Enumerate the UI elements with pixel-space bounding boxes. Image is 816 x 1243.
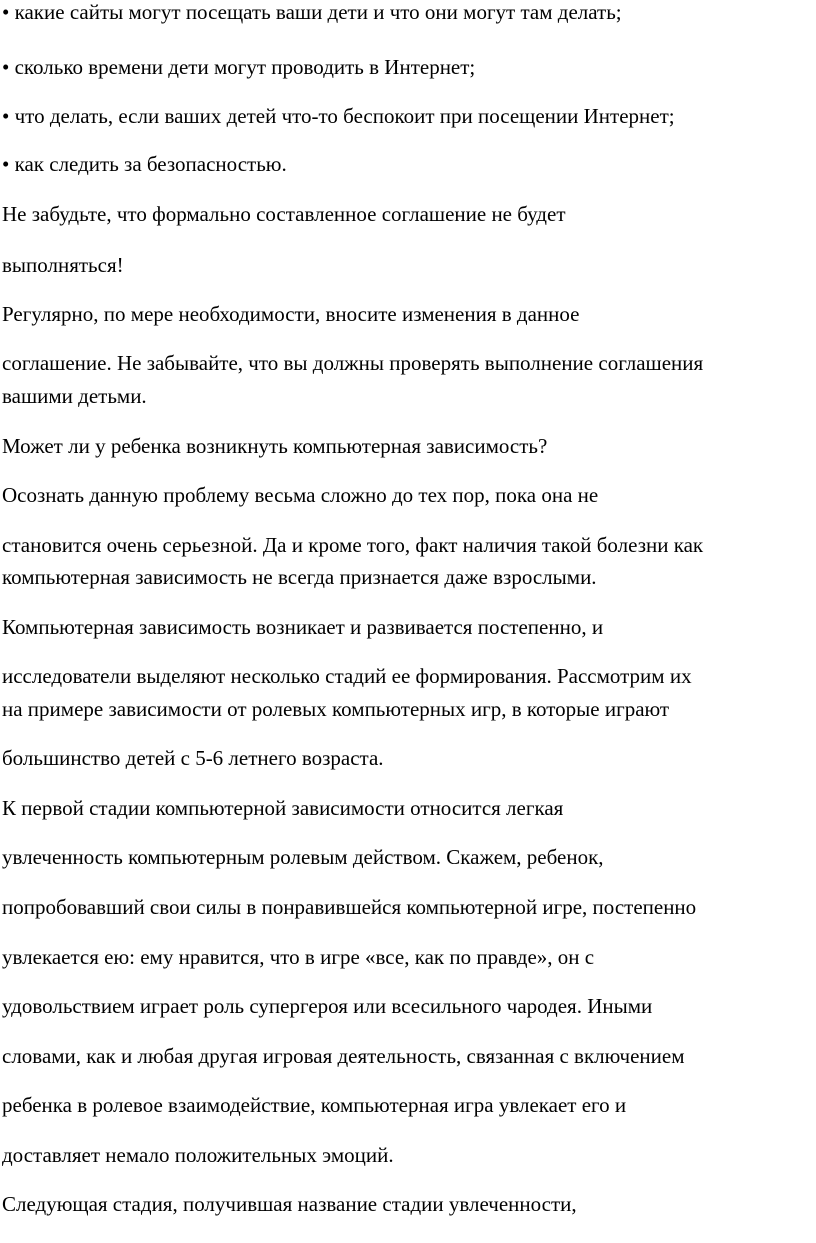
paragraph-line: выполняться! bbox=[2, 253, 124, 277]
paragraph-line: вашими детьми. bbox=[2, 384, 147, 408]
bullet-worries: • что делать, если ваших детей что-то беспокоит при посещении Интернет; bbox=[2, 104, 675, 128]
paragraph-line: на примере зависимости от ролевых компьютерных игр, в которые играют bbox=[2, 697, 670, 721]
paragraph-line: большинство детей с 5-6 летнего возраста. bbox=[2, 746, 384, 770]
question-heading: Может ли у ребенка возникнуть компьютерная зависимость? bbox=[2, 434, 548, 458]
paragraph-line: компьютерная зависимость не всегда признается даже взрослыми. bbox=[2, 565, 597, 589]
paragraph-line: Регулярно, по мере необходимости, вносите изменения в данное bbox=[2, 302, 580, 326]
paragraph-line: Осознать данную проблему весьма сложно до тех пор, пока она не bbox=[2, 483, 599, 507]
paragraph-line: ребенка в ролевое взаимодействие, компьютерная игра увлекает его и bbox=[2, 1093, 627, 1117]
paragraph-line: Не забудьте, что формально составленное соглашение не будет bbox=[2, 202, 566, 226]
paragraph-line: доставляет немало положительных эмоций. bbox=[2, 1143, 394, 1167]
paragraph-line: увлекается ею: ему нравится, что в игре «все, как по правде», он с bbox=[2, 945, 595, 969]
paragraph-line: соглашение. Не забывайте, что вы должны проверять выполнение соглашения bbox=[2, 351, 704, 375]
bullet-time: • сколько времени дети могут проводить в Интернет; bbox=[2, 55, 476, 79]
paragraph-line: удовольствием играет роль супергероя или всесильного чародея. Иными bbox=[2, 994, 653, 1018]
paragraph-line: К первой стадии компьютерной зависимости относится легкая bbox=[2, 796, 564, 820]
paragraph-line: увлеченность компьютерным ролевым действом. Скажем, ребенок, bbox=[2, 845, 604, 869]
paragraph-line: исследователи выделяют несколько стадий ее формирования. Рассмотрим их bbox=[2, 664, 692, 688]
bullet-safety: • как следить за безопасностью. bbox=[2, 152, 287, 176]
paragraph-line: Следующая стадия, получившая название стадии увлеченности, bbox=[2, 1192, 577, 1216]
paragraph-line: становится очень серьезной. Да и кроме того, факт наличия такой болезни как bbox=[2, 533, 704, 557]
paragraph-line: попробовавший свои силы в понравившейся компьютерной игре, постепенно bbox=[2, 895, 697, 919]
paragraph-line: словами, как и любая другая игровая деятельность, связанная с включением bbox=[2, 1044, 685, 1068]
bullet-sites: • какие сайты могут посещать ваши дети и что они могут там делать; bbox=[2, 0, 622, 24]
paragraph-line: Компьютерная зависимость возникает и развивается постепенно, и bbox=[2, 615, 604, 639]
